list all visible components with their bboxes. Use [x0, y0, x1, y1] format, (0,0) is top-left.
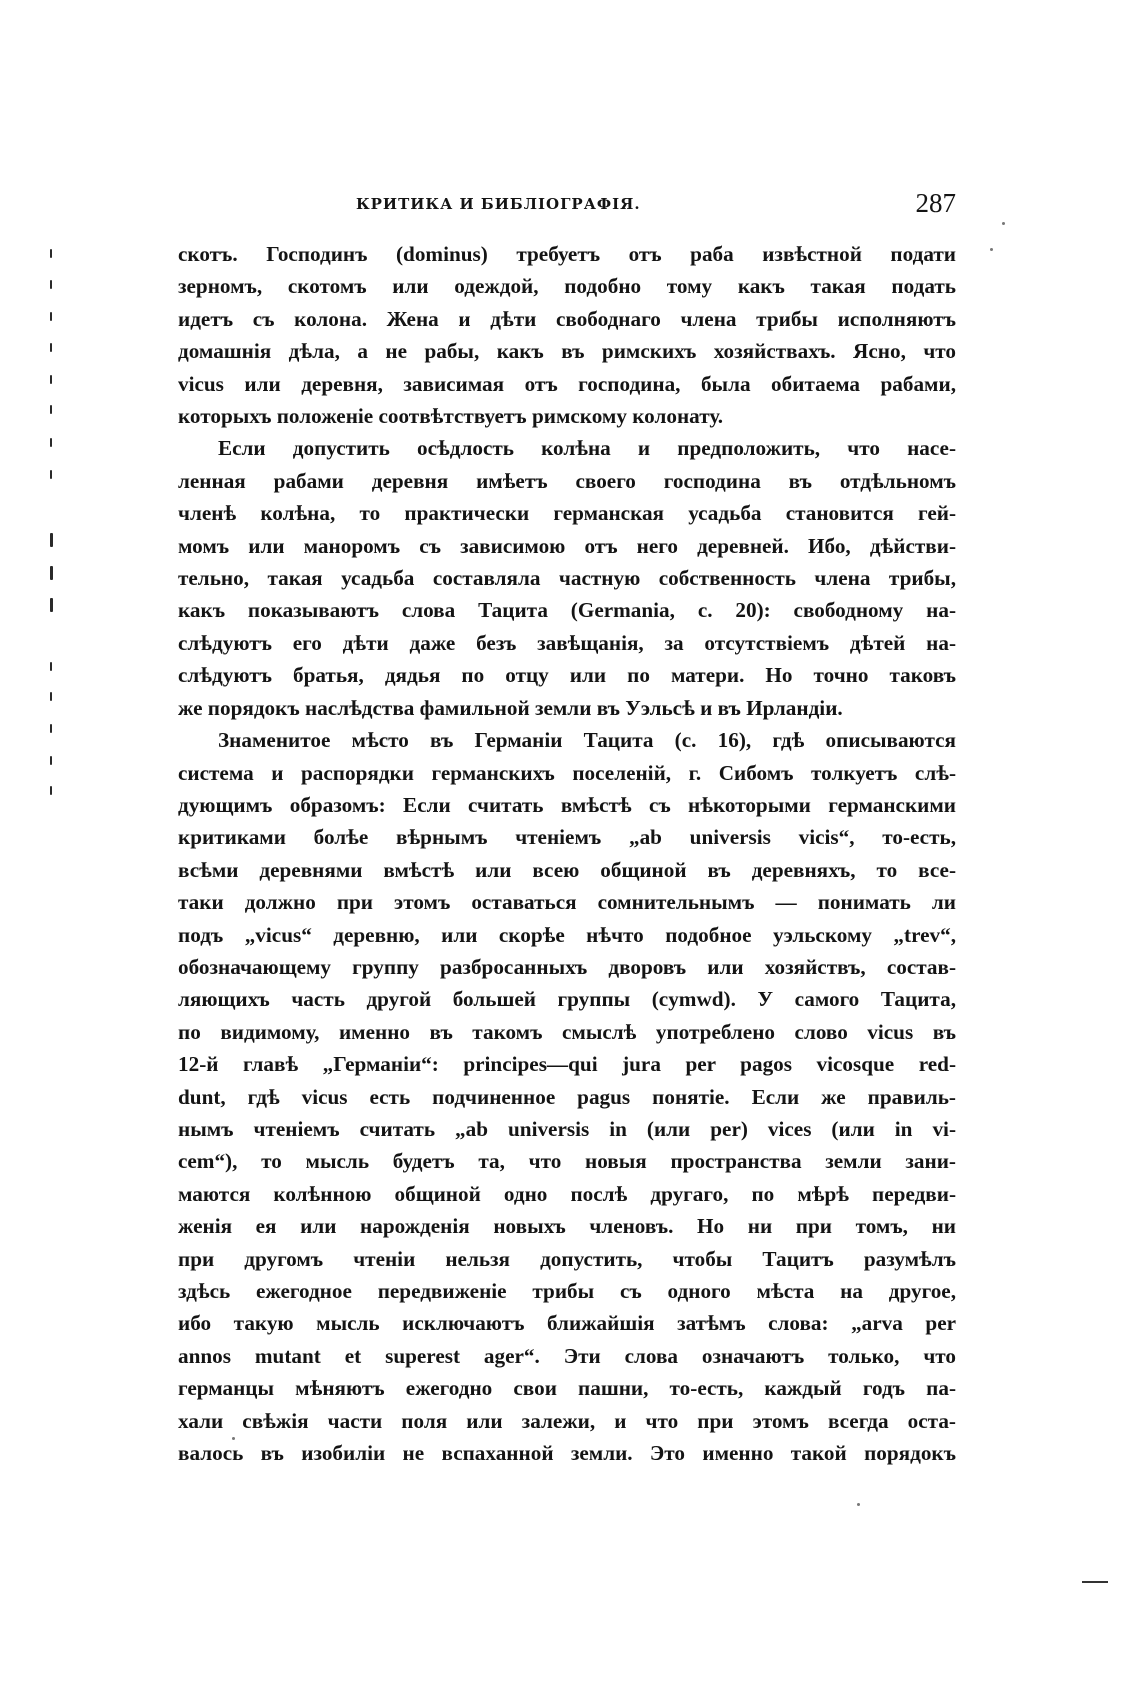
text-line: дующимъ образомъ: Если считать вмѣстѣ съ нѣкоторыми германскими: [178, 792, 956, 817]
text-line: Если допустить осѣдлость колѣна и предположить, что насе-: [218, 436, 956, 461]
text-line: ленная рабами деревня имѣетъ своего господина въ отдѣльномъ: [178, 468, 956, 493]
text-line: таки должно при этомъ оставаться сомнительнымъ — понимать ли: [178, 890, 956, 915]
text-line: тельно, такая усадьба составляла частную собственность члена трибы,: [178, 566, 956, 591]
margin-mark: [50, 312, 52, 321]
text-line: vicus или деревня, зависимая отъ господина, была обитаема рабами,: [178, 371, 956, 396]
text-line: маются колѣнною общиной одно послѣ другаго, по мѣрѣ передви-: [178, 1181, 956, 1206]
margin-mark: [50, 692, 52, 701]
stray-line: [1082, 1581, 1108, 1583]
running-header: [178, 188, 956, 224]
text-line: германцы мѣняютъ ежегодно свои пашни, то-есть, каждый годъ па-: [178, 1376, 956, 1401]
stray-dot: [990, 248, 993, 251]
text-line: хали свѣжія части поля или залежи, и что при этомъ всегда оста-: [178, 1408, 956, 1433]
text-line: Знаменитое мѣсто въ Германіи Тацита (c. 16), гдѣ описываются: [218, 728, 956, 753]
margin-mark: [50, 343, 52, 352]
margin-mark: [50, 249, 52, 258]
body-text: [178, 238, 956, 1469]
margin-mark: [50, 438, 52, 447]
text-line: которыхъ положеніе соотвѣтствуетъ римскому колонату.: [178, 404, 724, 429]
text-line: зерномъ, скотомъ или одеждой, подобно тому какъ такая подать: [178, 274, 956, 299]
text-line: скотъ. Господинъ (dominus) требуетъ отъ раба извѣстной подати: [178, 242, 956, 266]
stray-dot: [232, 1437, 235, 1440]
margin-mark: [50, 533, 53, 547]
text-line: всѣми деревнями вмѣстѣ или всею общиной въ деревняхъ, то все-: [178, 857, 956, 882]
text-line: по видимому, именно въ такомъ смыслѣ употреблено слово vicus въ: [178, 1019, 956, 1044]
text-line: подъ „vicus“ деревню, или скорѣе нѣчто подобное уэльскому „trev“,: [178, 922, 956, 947]
text-line: слѣдуютъ его дѣти даже безъ завѣщанія, за отсутствіемъ дѣтей на-: [178, 630, 956, 655]
margin-mark: [50, 724, 52, 733]
text-line: система и распорядки германскихъ поселеній, г. Сибомъ толкуетъ слѣ-: [178, 760, 956, 785]
text-line: cem“), то мысль будетъ та, что новыя пространства земли зани-: [178, 1149, 956, 1174]
text-line: членѣ колѣна, то практически германская усадьба становится гей-: [178, 501, 956, 526]
text-line: annos mutant et superest ager“. Эти слова означаютъ только, что: [178, 1343, 956, 1368]
text-line: нымъ чтеніемъ считать „ab universis in (или per) vices (или in vi-: [178, 1116, 956, 1141]
stray-dot: [857, 1503, 860, 1506]
running-title: КРИТИКА И БИБЛІОГРАФІЯ.: [356, 195, 641, 213]
text-line: 12-й главѣ „Германіи“: principes—qui jura per pagos vicosque red-: [178, 1052, 956, 1077]
text-line: идетъ съ колона. Жена и дѣти свободнаго члена трибы исполняютъ: [178, 306, 956, 331]
text-line: ляющихъ часть другой большей группы (cymwd). У самого Тацита,: [178, 987, 956, 1012]
page-number: 287: [915, 188, 956, 218]
text-line: ибо такую мысль исключаютъ ближайшія затѣмъ слова: „arva per: [178, 1311, 956, 1336]
margin-mark: [50, 405, 52, 414]
margin-mark: [50, 566, 53, 580]
stray-dot: [1002, 222, 1005, 225]
margin-mark: [50, 786, 52, 795]
text-line: dunt, гдѣ vicus есть подчиненное pagus понятіе. Если же правиль-: [178, 1084, 956, 1109]
text-line: обозначающему группу разбросанныхъ дворовъ или хозяйствъ, состав-: [178, 954, 956, 979]
text-line: же порядокъ наслѣдства фамильной земли въ Уэльсѣ и въ Ирландіи.: [178, 695, 843, 720]
text-line: женія ея или нарожденія новыхъ членовъ. Но ни при томъ, ни: [178, 1214, 956, 1239]
text-line: момъ или маноромъ съ зависимою отъ него деревней. Ибо, дѣйстви-: [178, 533, 956, 558]
text-line: здѣсь ежегодное передвиженіе трибы съ одного мѣста на другое,: [178, 1279, 956, 1303]
text-line: при другомъ чтеніи нельзя допустить, чтобы Тацитъ разумѣлъ: [178, 1246, 956, 1271]
text-line: домашнія дѣла, а не рабы, какъ въ римскихъ хозяйствахъ. Ясно, что: [178, 339, 956, 364]
text-line: валось въ изобиліи не вспаханной земли. Это именно такой порядокъ: [178, 1441, 956, 1466]
margin-mark: [50, 598, 53, 612]
margin-mark: [50, 280, 52, 289]
text-line: слѣдуютъ братья, дядья по отцу или по матери. Но точно таковъ: [178, 663, 956, 688]
margin-mark: [50, 756, 52, 765]
margin-mark: [50, 375, 52, 384]
text-line: какъ показываютъ слова Тацита (Germania, c. 20): свободному на-: [178, 598, 956, 623]
margin-mark: [50, 470, 52, 479]
text-line: критиками болѣе вѣрнымъ чтеніемъ „ab universis vicis“, то-есть,: [178, 825, 956, 850]
margin-mark: [50, 662, 52, 671]
